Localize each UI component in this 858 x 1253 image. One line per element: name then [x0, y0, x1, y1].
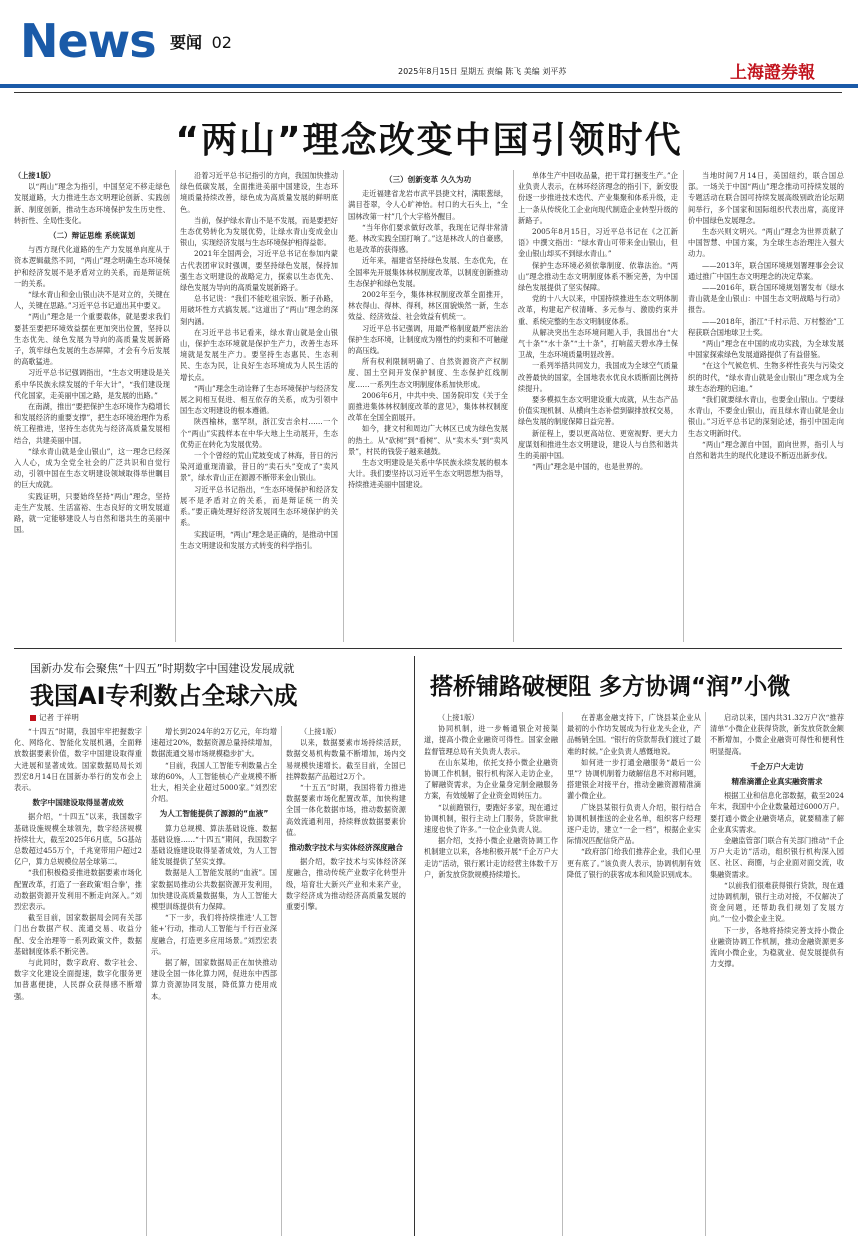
paragraph: “两山”理念生动诠释了生态环境保护与经济发展之间相互促进、相互依存的关系，成为引领中国生态文明建设的根本遵循。 [180, 383, 338, 416]
paragraph: 实践证明，“两山”理念是正确的，是推动中国生态文明建设和发展方式转变的科学指引。 [180, 529, 338, 550]
ai-column-3 [286, 726, 406, 1236]
paragraph: “绿水青山就是金山银山”，这一理念已经深入人心，成为全党全社会的广泛共识和自觉行动，引领中国在生态文明建设领域取得举世瞩目的巨大成就。 [14, 446, 170, 490]
finance-column-3 [710, 712, 844, 1236]
paragraph: 习近平总书记强调，用最严格制度最严密法治保护生态环境，让制度成为刚性的约束和不可触碰的高压线。 [348, 323, 508, 356]
paragraph: 启动以来，国内共31.32万户次“推荐清单”小微企业获得贷款，新发放贷款金额不断增加，小微企业融资可得性和便利性明显提高。 [710, 713, 844, 756]
paragraph: 以来，数据要素市场持续活跃，数据交易机构数量不断增加，场内交易规模快速增长。截至目前，全国已挂牌数据产品超过2万个。 [286, 738, 406, 781]
paragraph: 近年来，福建省坚持绿色发展、生态优先，在全国率先开展集体林权制度改革，以制度创新推动生态保护和绿色发展。 [348, 256, 508, 288]
paragraph: （上接1版） [438, 713, 479, 722]
paragraph: “两山”理念是中国的，也是世界的。 [532, 462, 648, 472]
paragraph: 从解决突出生态环境问题入手，我国出台“大气十条”“水十条”“土十条”，打响蓝天碧水净土保卫战，生态环境质量明显改善。 [518, 327, 678, 360]
byline-marker-icon [30, 715, 36, 721]
paragraph: 根据工业和信息化部数据，截至2024年末，我国中小企业数量超过6000万户。要打通小微企业融资堵点，就要精准了解企业真实需求。 [710, 791, 844, 834]
paragraph: “目前，我国人工智能专利数量占全球的60%，人工智能核心产业规模不断壮大，相关企业超过5000家。”刘烈宏介绍。 [151, 760, 277, 804]
column-divider [683, 170, 684, 642]
lead-headline: “两山”理念改变中国引领时代 [175, 120, 683, 161]
paragraph: 总书记说：“我们不能吃祖宗饭、断子孙路，用破坏性方式搞发展。”这道出了“两山”理念的深刻内涵。 [180, 294, 338, 326]
paragraph: 据介绍，“十四五”以来，我国数字基础设施规模全球领先，数字经济规模持续壮大，截至2025年6月底，5G基站总数超过455万个，千兆宽带用户超过2亿户，算力总规模位居全球第二。 [14, 812, 142, 867]
lead-column-3 [348, 170, 508, 642]
paragraph: “在这个气候危机、生物多样性丧失与污染交织的时代，“绿水青山就是金山银山”理念成为全球生态治理的启迪。” [688, 361, 844, 393]
paragraph: 陕西榆林，塞罕坝，浙江安吉余村……一个个“两山”实践样本在中华大地上生动展开，生态优势正在转化为发展优势。 [180, 417, 338, 449]
paragraph: 实践证明，只要始终坚持“两山”理念，坚持走生产发展、生活富裕、生态良好的文明发展道路，就一定能够建设人与自然和谐共生的美丽中国。 [14, 491, 170, 535]
paragraph: 2002年至今，集体林权制度改革全面推开，林农得山、得林、得利，林区面貌焕然一新，生态效益、经济效益、社会效益有机统一。 [348, 290, 508, 322]
paragraph: “十四五”时期，我国牢牢把握数字化、网络化、智能化发展机遇，全面释放数据要素价值，数字中国建设取得重大进展和显著成效。国家数据局局长刘烈宏8月14日在国新办举行的发布会上表示。 [14, 727, 142, 793]
paragraph: 下一步，各地将持续完善支持小微企业融资协调工作机制，推动金融资源更多流向小微企业，为稳就业、促发展提供有力支撑。 [710, 925, 844, 969]
paragraph: 在普惠金融支持下，广饶县某企业从最初的小作坊发展成为行业龙头企业，产品畅销全国。“银行的贷款帮我们渡过了最难的时候。”企业负责人感慨地说。 [567, 713, 701, 756]
paragraph: 生态文明建设是关系中华民族永续发展的根本大计。我们要坚持以习近平生态文明思想为指导，持续推进美丽中国建设。 [348, 458, 508, 490]
column-divider [513, 170, 514, 642]
paragraph: 沿着习近平总书记指引的方向，我国加快推动绿色低碳发展，全面推进美丽中国建设，生态环境质量持续改善，绿色成为高质量发展的鲜明底色。 [180, 171, 338, 214]
paragraph: “绿水青山和金山银山决不是对立的，关键在人，关键在思路。”习近平总书记道出其中要义。 [14, 290, 170, 311]
lead-column-4 [518, 170, 678, 642]
paragraph: 2021年全国两会，习近平总书记在参加内蒙古代表团审议时强调，要坚持绿色发展，保持加强生态文明建设的战略定力，探索以生态优先、绿色发展为导向的高质量发展新路子。 [180, 249, 338, 293]
paragraph: 如今，捷文村和周边广大林区已成为绿色发展的热土。从“砍树”到“看树”、从“卖木头”到“卖风景”，村民的钱袋子越来越鼓。 [348, 424, 508, 456]
paragraph: “我们积极稳妥推进数据要素市场化配置改革，打造了一套政策‘组合拳’，推动数据资源开发利用不断走向深入。”刘烈宏表示。 [14, 868, 142, 912]
section-name: 要闻 [170, 33, 203, 52]
subheading: 精准滴灌企业真实融资需求 [731, 777, 823, 787]
paragraph: “两山”理念源自中国，面向世界，指引人与自然和谐共生的现代化建设不断迈出新步伐。 [688, 439, 844, 461]
paragraph: 在习近平总书记看来，绿水青山就是金山银山，保护生态环境就是保护生产力，改善生态环境就是发展生产力。要坚持生态惠民、生态利民、生态为民，让良好生态环境成为人民生活的增长点。 [180, 327, 338, 382]
paragraph: 协同机制，进一步畅通银企对接渠道，提高小微企业融资可得性。国家金融监督管理总局有关负责人表示。 [424, 724, 558, 756]
finance-column-1 [424, 712, 558, 1236]
ai-kicker: 国新办发布会聚焦“十四五”时期数字中国建设发展成就 [30, 662, 295, 675]
paragraph: 一个个曾经的荒山荒坡变成了林海，昔日的污染河道重现清澈，昔日的“卖石头”变成了“卖风景”，绿水青山正在源源不断带来金山银山。 [180, 451, 338, 483]
header-thin-rule [14, 92, 842, 93]
section-rule [14, 648, 842, 649]
paragraph: “我们就要绿水青山，也要金山银山。宁要绿水青山，不要金山银山，而且绿水青山就是金山银山。”习近平总书记的深刻论述，指引中国走向生态文明新时代。 [688, 395, 844, 438]
paragraph: ——2018年，浙江“千村示范、万村整治”工程获联合国地球卫士奖。 [688, 316, 844, 337]
column-divider [562, 712, 563, 1236]
subheading: （三）创新变革 久久为功 [384, 175, 472, 184]
section-label [170, 30, 232, 53]
column-divider [146, 726, 147, 1236]
subheading: 千企万户大走访 [750, 761, 804, 771]
issue-meta: 2025年8月15日 星期五 责编 陈飞 美编 刘平苏 [398, 67, 567, 76]
paragraph: 增长到2024年的2万亿元，年均增速超过20%，数据资源总量持续增加，数据流通交易市场规模稳步扩大。 [151, 727, 277, 759]
ai-headline: 我国AI专利数占全球六成 [30, 682, 298, 710]
paragraph: 一系列举措共同发力，我国成为全球空气质量改善最快的国家，全国地表水优良水质断面比例持续提升。 [518, 361, 678, 393]
paragraph: 截至目前，国家数据局会同有关部门出台数据产权、流通交易、收益分配、安全治理等一系列政策文件，数据基础制度体系不断完善。 [14, 913, 142, 956]
paragraph: “以前跑银行，要跑好多家，现在通过协调机制，银行主动上门服务，贷款审批速度也快了许多。”一位企业负责人说。 [424, 802, 558, 835]
paragraph: 与西方现代化道路的生产力发展单向度从于资本逻辑截然不同，“两山”理念明确生态环境保护和经济发展不是矛盾对立的关系，而是辩证统一的关系。 [14, 245, 170, 288]
page-header [0, 0, 858, 96]
paragraph: 在南湖，推出“要把保护生态环境作为稳增长和发展经济的重要支撑”，把生态环境治理作为系统工程推进，坚持生态优先与经济高质量发展相结合，共建美丽中国。 [14, 402, 170, 445]
column-divider [705, 712, 706, 1236]
paragraph: 2005年8月15日，习近平总书记在《之江新语》中撰文指出：“绿水青山可带来金山银山，但金山银山却买不到绿水青山。” [518, 227, 678, 259]
paragraph: 广饶县某银行负责人介绍，银行结合协调机制推送的企业名单，组织客户经理逐户走访，建立“一企一档”，根据企业实际情况匹配信贷产品。 [567, 802, 701, 846]
paragraph: 算力总规模、算法基础设施、数据基础设施……“十四五”期间，我国数字基础设施建设取得显著成效，为人工智能发展提供了坚实支撑。 [151, 823, 277, 867]
paragraph: 据介绍，数字技术与实体经济深度融合，推动传统产业数字化转型升级，培育壮大新兴产业和未来产业，数字经济成为推动经济高质量发展的重要引擎。 [286, 857, 406, 912]
paragraph: 保护生态环境必须依靠制度、依靠法治。“两山”理念推动生态文明制度体系不断完善，为中国绿色发展提供了坚实保障。 [518, 260, 678, 293]
paragraph: 据介绍，支持小微企业融资协调工作机制建立以来，各地积极开展“千企万户大走访”活动，银行累计走访经营主体数千万户，新发放贷款规模持续增长。 [424, 836, 558, 879]
lead-column-2 [180, 170, 338, 642]
paragraph: 走近福建省龙岩市武平县捷文村，满眼葱绿，满目苍翠，令人心旷神怡。村口的大石头上，“全国林改第一村”几个大字格外醒目。 [348, 189, 508, 221]
lead-column-5 [688, 170, 844, 642]
paragraph: （上接1版） [300, 727, 341, 736]
header-rule [0, 84, 858, 88]
newspaper-masthead: 上海證券報 [730, 63, 815, 83]
paragraph: “政府部门给我们推荐企业，我们心里更有底了。”该负责人表示，协调机制有效降低了银行的获客成本和风险识别成本。 [567, 847, 701, 879]
finance-headline: 搭桥铺路破梗阻 多方协调“润”小微 [430, 674, 791, 700]
paragraph: 生态兴则文明兴。“两山”理念为世界贡献了中国智慧、中国方案，为全球生态治理注入强大动力。 [688, 227, 844, 259]
column-divider [343, 170, 344, 642]
paragraph: 习近平总书记指出，“生态环境保护和经济发展不是矛盾对立的关系，而是辩证统一的关系。”要正确处理好经济发展同生态环境保护的关系。 [180, 484, 338, 528]
paragraph: 数据是人工智能发展的“血液”。国家数据局推动公共数据资源开发利用，加快建设高质量数据集，为人工智能大模型训练提供有力保障。 [151, 868, 277, 912]
section-logo: News [20, 14, 156, 68]
finance-column-2 [567, 712, 701, 1236]
paragraph: 据了解，国家数据局正在加快推动建设全国一体化算力网，促进东中西部算力资源协同发展，降低算力使用成本。 [151, 958, 277, 1001]
paragraph: 如何进一步打通金融服务“最后一公里”？协调机制着力破解信息不对称问题，搭建银企对接平台，推动金融资源精准滴灌小微企业。 [567, 757, 701, 801]
ai-byline [30, 712, 79, 723]
column-divider [281, 726, 282, 1236]
page-number: 02 [211, 33, 232, 52]
paragraph: 金融监管部门联合有关部门推动“千企万户大走访”活动，组织银行机构深入园区、社区、商圈，与企业面对面交流，收集融资需求。 [710, 836, 844, 879]
lead-column-1 [14, 170, 170, 642]
paragraph: “十五五”时期，我国将着力推进数据要素市场化配置改革，加快构建全国一体化数据市场，推动数据资源高效流通利用，持续释放数据要素价值。 [286, 783, 406, 837]
paragraph: 所有权利限制明确了、自然资源资产产权制度、国土空间开发保护制度、生态保护红线制度……一系列生态文明制度体系加快形成。 [348, 357, 508, 389]
paragraph: 习近平总书记强调指出，“生态文明建设是关系中华民族永续发展的千年大计”，“我们建设现代化国家，走美丽中国之路，是发展的出路。” [14, 368, 170, 400]
paragraph: 要多模拟生态文明建设重大成就，从生态产品价值实现机制、从横向生态补偿到碳排放权交易，绿色发展的制度保障日益完善。 [518, 395, 678, 427]
paragraph: 2006年6月，中共中央、国务院印发《关于全面推进集体林权制度改革的意见》，集体林权制度改革在全国全面展开。 [348, 390, 508, 423]
paragraph: 与此同时，数字政府、数字社会、数字文化建设全面提速，数字化服务更加普惠便捷，人民群众获得感不断增强。 [14, 958, 142, 1001]
paragraph: 党的十八大以来，中国持续推进生态文明体制改革，构建起产权清晰、多元参与、激励约束并重、系统完整的生态文明制度体系。 [518, 294, 678, 326]
paragraph: 当地时间7月14日，美国纽约，联合国总部。一场关于中国“两山”理念推动可持续发展的专题活动在联合国可持续发展高级别政治论坛期间举行，多个国家和国际组织代表出席，高度评价中国绿色发展理念。 [688, 171, 844, 225]
paragraph: 单体生产中回收品量，把干茸打捆变生产。”企业负责人表示，在林环经济理念的指引下，新安股份逐一步推进技术迭代、产业集聚和体系升级，走上一条从传统化工企业向现代制造企业转型升级的新路子。 [518, 171, 678, 225]
subheading: 数字中国建设取得显著成效 [32, 798, 124, 808]
ai-column-2 [151, 726, 277, 1236]
ai-byline-text: 记者 于祥明 [39, 713, 79, 722]
paragraph: 新征程上，要以更高站位、更宽视野、更大力度谋划和推进生态文明建设，建设人与自然和谐共生的美丽中国。 [518, 428, 678, 461]
subheading: （二）辩证思维 系统谋划 [48, 231, 136, 241]
section-divider [414, 656, 415, 1236]
paragraph: “以前我们很难获得银行贷款，现在通过协调机制，银行主动对接，不仅解决了资金问题，还帮助我们规划了发展方向。”一位小微企业主说。 [710, 880, 844, 924]
column-divider [175, 170, 176, 642]
ai-column-1 [14, 726, 142, 1236]
paragraph: “两山”理念是一个重要载体，就是要求我们要甚至要把环境效益摆在更加突出位置，坚持以生态优先、绿色发展为导向的高质量发展新路子，筑牢绿色发展的生态屏障，才会有今后发展的高歌猛进。 [14, 312, 170, 367]
paragraph: “当年你们要求做好改革，我现在记得非常清楚。林改实践全国打响了。”这是林改人的自豪感，也是改革的获得感。 [348, 222, 508, 255]
subheading: 推动数字技术与实体经济深度融合 [289, 843, 403, 853]
paragraph: “下一步，我们将持续推进‘人工智能+’行动，推动人工智能与千行百业深度融合，打造更多应用场景。”刘烈宏表示。 [151, 913, 277, 956]
paragraph: ——2013年，联合国环境规划署理事会会议通过推广中国生态文明理念的决定草案。 [688, 260, 844, 281]
subheading: 为人工智能提供了源源的“血液” [159, 809, 269, 819]
paragraph: 在山东某地，依托支持小微企业融资协调工作机制，银行机构深入走访企业，了解融资需求，为企业量身定制金融服务方案，有效缓解了企业资金周转压力。 [424, 757, 558, 801]
paragraph: “两山”理念在中国的成功实践，为全球发展中国家探索绿色发展道路提供了有益借鉴。 [688, 339, 844, 360]
paragraph: 当前，保护绿水青山不是不发展，而是要把好生态优势转化为发展优势，让绿水青山变成金山银山，实现经济发展与生态环境保护相得益彰。 [180, 215, 338, 248]
paragraph: （上接1版） [14, 171, 55, 180]
paragraph: ——2016年，联合国环境规划署发布《绿水青山就是金山银山：中国生态文明战略与行动》报告。 [688, 283, 844, 315]
paragraph: 以“两山”理念为指引，中国坚定不移走绿色发展道路，大力推进生态文明理论创新、实践创新、制度创新，推动生态环境保护发生历史性、转折性、全局性变化。 [14, 182, 170, 225]
